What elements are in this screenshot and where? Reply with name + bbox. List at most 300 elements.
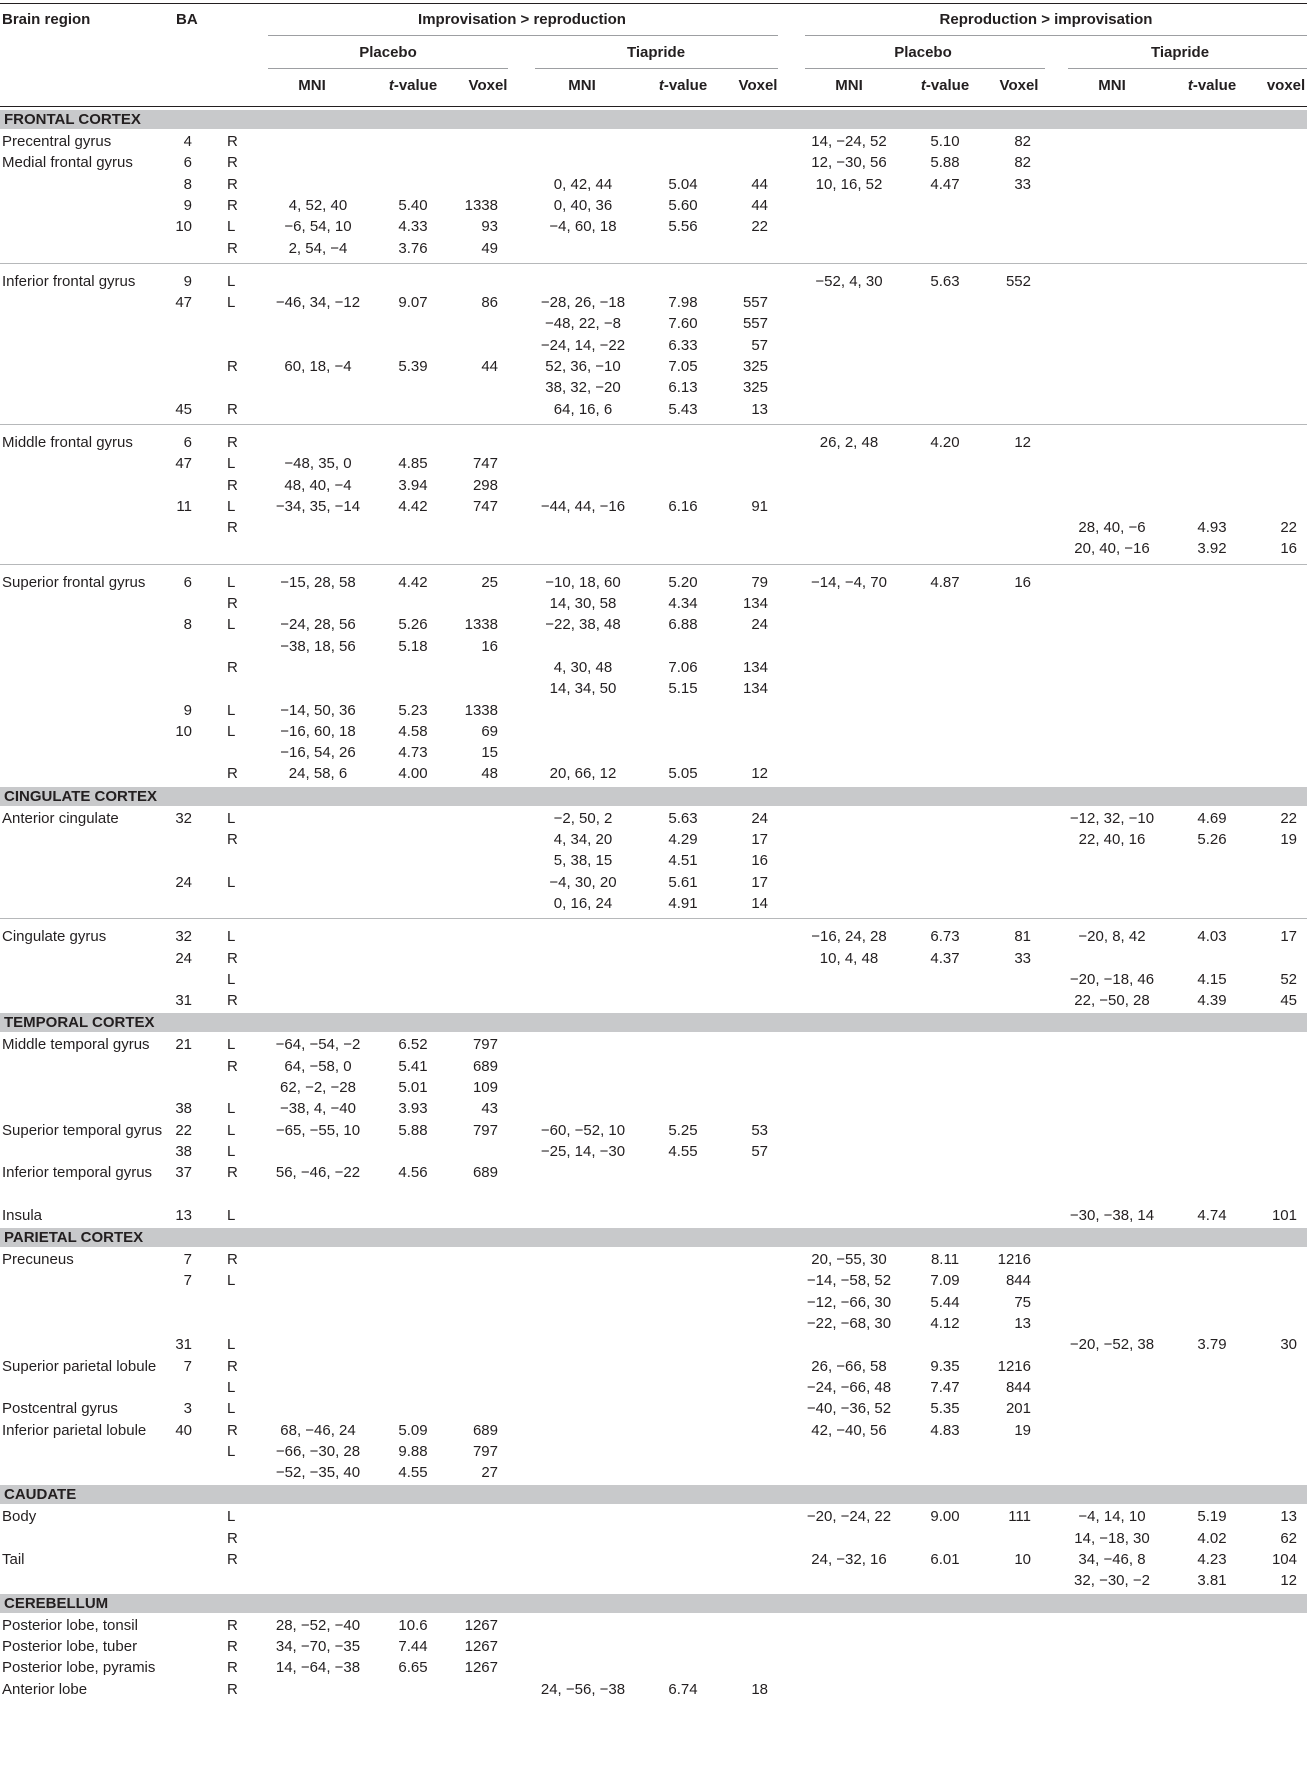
voxel-cell: 48: [481, 765, 498, 783]
header-tvalue-4: t-value: [1187, 77, 1237, 94]
header-rule-placebo-2: [805, 68, 1045, 69]
hemisphere-cell: R: [227, 1551, 238, 1568]
ba-cell: 32: [175, 809, 192, 827]
mni-cell: 26, −66, 58: [811, 1357, 887, 1375]
mni-cell: −48, 22, −8: [545, 315, 621, 333]
voxel-cell: 844: [1005, 1272, 1031, 1290]
t-value-cell: 5.88: [398, 1121, 428, 1139]
mni-cell: 14, 34, 50: [549, 680, 617, 698]
brain-region-cell: Body: [2, 1508, 37, 1526]
brain-region-cell: Medial frontal gyrus: [2, 154, 133, 172]
voxel-cell: 45: [1280, 992, 1297, 1010]
group-separator: [0, 564, 1307, 565]
voxel-cell: 797: [472, 1442, 498, 1460]
mni-cell: 14, −18, 30: [1074, 1529, 1150, 1547]
t-value-cell: 4.29: [668, 831, 698, 848]
voxel-cell: 13: [1280, 1508, 1297, 1526]
hemisphere-cell: L: [227, 1272, 236, 1290]
header-rule-placebo-1: [268, 68, 508, 69]
voxel-cell: 298: [472, 476, 498, 494]
hemisphere-cell: R: [227, 595, 238, 612]
hemisphere-cell: L: [227, 573, 236, 591]
voxel-cell: 19: [1280, 831, 1297, 848]
ba-cell: 40: [175, 1421, 192, 1439]
voxel-cell: 325: [742, 358, 768, 375]
ba-cell: 8: [183, 616, 192, 634]
ba-cell: 32: [175, 928, 192, 946]
mni-cell: 12, −30, 56: [811, 154, 887, 172]
t-value-cell: 4.91: [668, 894, 698, 912]
voxel-cell: 18: [751, 1680, 768, 1698]
header-mni-4: MNI: [1098, 77, 1126, 94]
voxel-cell: 22: [751, 218, 768, 236]
mni-cell: −4, 60, 18: [549, 218, 617, 236]
ba-cell: 7: [183, 1251, 192, 1269]
mni-cell: 14, −24, 52: [811, 133, 887, 150]
t-value-cell: 5.01: [398, 1079, 428, 1096]
mni-cell: −16, 54, 26: [280, 744, 356, 762]
ba-cell: 47: [175, 455, 192, 473]
hemisphere-cell: R: [227, 433, 238, 451]
ba-cell: 8: [183, 175, 192, 193]
voxel-cell: 17: [751, 873, 768, 891]
voxel-cell: 82: [1014, 133, 1031, 150]
t-value-cell: 6.13: [668, 379, 698, 397]
t-value-cell: 5.61: [668, 873, 698, 891]
voxel-cell: 1338: [464, 196, 498, 214]
ba-cell: 6: [183, 433, 192, 451]
ba-cell: 6: [183, 573, 192, 591]
hemisphere-cell: L: [227, 701, 236, 719]
group-separator: [0, 263, 1307, 264]
hemisphere-cell: R: [227, 196, 238, 214]
ba-cell: 22: [175, 1121, 192, 1139]
mni-cell: −24, 14, −22: [540, 336, 626, 354]
t-value-cell: 3.93: [398, 1100, 428, 1118]
t-value-cell: 6.16: [668, 497, 698, 515]
header-tvalue-3: t-value: [920, 77, 970, 94]
t-value-cell: 5.05: [668, 765, 698, 783]
ba-cell: 24: [175, 873, 192, 891]
mni-cell: 5, 38, 15: [553, 852, 613, 870]
t-value-cell: 5.20: [668, 573, 698, 591]
voxel-cell: 10: [1014, 1551, 1031, 1568]
mni-cell: 4, 52, 40: [288, 196, 348, 214]
brain-region-cell: Cingulate gyrus: [2, 928, 107, 946]
t-value-cell: 5.44: [930, 1293, 960, 1311]
header-voxel-3: Voxel: [999, 77, 1039, 94]
voxel-cell: 62: [1280, 1529, 1297, 1547]
t-value-cell: 3.79: [1197, 1336, 1227, 1354]
mni-cell: −20, −24, 22: [806, 1508, 892, 1526]
hemisphere-cell: R: [227, 154, 238, 172]
header-mni-2: MNI: [568, 77, 596, 94]
section-title: TEMPORAL CORTEX: [4, 1014, 155, 1032]
mni-cell: −25, 14, −30: [540, 1142, 626, 1160]
mni-cell: −40, −36, 52: [806, 1400, 892, 1418]
t-value-cell: 4.02: [1197, 1529, 1227, 1547]
voxel-cell: 22: [1280, 809, 1297, 827]
voxel-cell: 111: [1008, 1508, 1031, 1526]
voxel-cell: 44: [751, 175, 768, 193]
voxel-cell: 75: [1014, 1293, 1031, 1311]
voxel-cell: 797: [472, 1036, 498, 1054]
voxel-cell: 134: [742, 680, 768, 698]
hemisphere-cell: R: [227, 1659, 238, 1677]
t-value-cell: 6.01: [930, 1551, 960, 1568]
hemisphere-cell: L: [227, 1100, 236, 1118]
mni-cell: 34, −46, 8: [1078, 1551, 1146, 1568]
group-separator: [0, 424, 1307, 425]
t-value-cell: 7.06: [668, 658, 698, 676]
header-contrast-improvisation: Improvisation > reproduction: [418, 11, 626, 28]
header-rule-contrast1: [268, 35, 778, 36]
mni-cell: 62, −2, −28: [280, 1079, 356, 1096]
header-voxel-1: Voxel: [468, 77, 508, 94]
hemisphere-cell: L: [227, 1442, 236, 1460]
mni-cell: −4, 14, 10: [1078, 1508, 1146, 1526]
ba-cell: 24: [175, 949, 192, 967]
voxel-cell: 52: [1280, 970, 1297, 988]
mni-cell: −24, 28, 56: [280, 616, 356, 634]
section-header: [0, 110, 1307, 129]
t-value-cell: 4.73: [398, 744, 428, 762]
ba-cell: 13: [175, 1206, 192, 1224]
hemisphere-cell: R: [227, 992, 238, 1010]
mni-cell: 22, 40, 16: [1078, 831, 1146, 848]
voxel-cell: 86: [481, 294, 498, 312]
t-value-cell: 3.76: [398, 239, 428, 257]
t-value-cell: 6.65: [398, 1659, 428, 1677]
t-value-cell: 4.55: [668, 1142, 698, 1160]
ba-cell: 31: [175, 1336, 192, 1354]
t-value-cell: 5.26: [398, 616, 428, 634]
section-title: CEREBELLUM: [4, 1594, 109, 1612]
t-value-cell: 3.81: [1197, 1572, 1227, 1590]
voxel-cell: 79: [751, 573, 768, 591]
t-value-cell: 7.47: [930, 1378, 960, 1396]
t-value-cell: 7.09: [930, 1272, 960, 1290]
mni-cell: 20, 66, 12: [549, 765, 617, 783]
voxel-cell: 25: [481, 573, 498, 591]
t-value-cell: 4.42: [398, 573, 428, 591]
t-value-cell: 5.04: [668, 175, 698, 193]
t-value-cell: 9.35: [930, 1357, 960, 1375]
voxel-cell: 1338: [464, 616, 498, 634]
t-value-cell: 4.12: [930, 1315, 960, 1332]
t-value-cell: 9.88: [398, 1442, 428, 1460]
voxel-cell: 15: [481, 744, 498, 762]
voxel-cell: 17: [1280, 928, 1297, 946]
voxel-cell: 24: [751, 809, 768, 827]
mni-cell: −24, −66, 48: [806, 1378, 892, 1396]
ba-cell: 38: [175, 1142, 192, 1160]
table-top-rule: [0, 3, 1307, 4]
t-value-cell: 5.88: [930, 154, 960, 172]
mni-cell: 24, −32, 16: [811, 1551, 887, 1568]
hemisphere-cell: L: [227, 1142, 236, 1160]
mni-cell: −30, −38, 14: [1069, 1206, 1155, 1224]
t-value-cell: 4.87: [930, 573, 960, 591]
mni-cell: 68, −46, 24: [280, 1421, 356, 1439]
mni-cell: −14, 50, 36: [280, 701, 356, 719]
brain-region-cell: Precuneus: [2, 1251, 74, 1269]
brain-region-cell: Postcentral gyrus: [2, 1400, 118, 1418]
header-tiapride-2: Tiapride: [1150, 44, 1210, 61]
voxel-cell: 16: [481, 637, 498, 655]
mni-cell: 14, 30, 58: [549, 595, 617, 612]
hemisphere-cell: R: [227, 1616, 238, 1634]
mni-cell: −14, −4, 70: [811, 573, 887, 591]
t-value-cell: 6.74: [668, 1680, 698, 1698]
hemisphere-cell: L: [227, 1036, 236, 1054]
t-value-cell: 5.40: [398, 196, 428, 214]
voxel-cell: 134: [742, 658, 768, 676]
t-value-cell: 4.39: [1197, 992, 1227, 1010]
hemisphere-cell: R: [227, 400, 238, 418]
mni-cell: 20, 40, −16: [1074, 540, 1150, 558]
brain-region-cell: Superior temporal gyrus: [2, 1121, 163, 1139]
section-header: [0, 1594, 1307, 1613]
ba-cell: 10: [175, 218, 192, 236]
t-value-cell: 4.15: [1197, 970, 1227, 988]
header-brain-region: Brain region: [2, 11, 91, 28]
t-value-cell: 4.20: [930, 433, 960, 451]
ba-cell: 6: [183, 154, 192, 172]
voxel-cell: 109: [472, 1079, 498, 1096]
t-value-cell: 4.83: [930, 1421, 960, 1439]
voxel-cell: 201: [1005, 1400, 1031, 1418]
ba-cell: 7: [183, 1272, 192, 1290]
brain-region-cell: Inferior frontal gyrus: [2, 272, 136, 290]
voxel-cell: 44: [751, 196, 768, 214]
section-header: [0, 1228, 1307, 1247]
brain-region-cell: Middle frontal gyrus: [2, 433, 133, 451]
mni-cell: −15, 28, 58: [280, 573, 356, 591]
hemisphere-cell: R: [227, 1251, 238, 1269]
mni-cell: 4, 34, 20: [553, 831, 613, 848]
t-value-cell: 4.03: [1197, 928, 1227, 946]
header-bottom-rule: [0, 106, 1307, 107]
voxel-cell: 747: [472, 497, 498, 515]
mni-cell: −48, 35, 0: [284, 455, 352, 473]
voxel-cell: 44: [481, 358, 498, 375]
voxel-cell: 16: [1280, 540, 1297, 558]
voxel-cell: 104: [1271, 1551, 1297, 1568]
t-value-cell: 4.47: [930, 175, 960, 193]
mni-cell: −10, 18, 60: [545, 573, 621, 591]
mni-cell: 32, −30, −2: [1074, 1572, 1150, 1590]
voxel-cell: 22: [1280, 519, 1297, 537]
voxel-cell: 82: [1014, 154, 1031, 172]
voxel-cell: 101: [1271, 1206, 1297, 1224]
mni-cell: −38, 18, 56: [280, 637, 356, 655]
hemisphere-cell: L: [227, 1206, 236, 1224]
t-value-cell: 5.43: [668, 400, 698, 418]
t-value-cell: 6.52: [398, 1036, 428, 1054]
brain-region-cell: Posterior lobe, pyramis: [2, 1659, 156, 1677]
mni-cell: 28, −52, −40: [275, 1616, 361, 1634]
mni-cell: 48, 40, −4: [284, 476, 352, 494]
header-tvalue-2: t-value: [658, 77, 708, 94]
brain-region-cell: Tail: [2, 1551, 25, 1568]
mni-cell: 64, −58, 0: [284, 1057, 352, 1075]
t-value-cell: 5.25: [668, 1121, 698, 1139]
mni-cell: 22, −50, 28: [1074, 992, 1150, 1010]
mni-cell: −34, 35, −14: [275, 497, 361, 515]
voxel-cell: 844: [1005, 1378, 1031, 1396]
t-value-cell: 4.85: [398, 455, 428, 473]
mni-cell: 10, 16, 52: [815, 175, 883, 193]
ba-cell: 31: [175, 992, 192, 1010]
voxel-cell: 557: [742, 294, 768, 312]
hemisphere-cell: R: [227, 1164, 238, 1182]
voxel-cell: 325: [742, 379, 768, 397]
header-tvalue-1: t-value: [388, 77, 438, 94]
header-rule-contrast2: [805, 35, 1307, 36]
hemisphere-cell: R: [227, 765, 238, 783]
t-value-cell: 5.35: [930, 1400, 960, 1418]
voxel-cell: 1216: [997, 1251, 1031, 1269]
t-value-cell: 9.07: [398, 294, 428, 312]
voxel-cell: 13: [1014, 1315, 1031, 1332]
mni-cell: 0, 42, 44: [553, 175, 613, 193]
hemisphere-cell: L: [227, 722, 236, 740]
voxel-cell: 24: [751, 616, 768, 634]
voxel-cell: 134: [742, 595, 768, 612]
hemisphere-cell: L: [227, 873, 236, 891]
mni-cell: −16, 60, 18: [280, 722, 356, 740]
mni-cell: −20, 8, 42: [1078, 928, 1146, 946]
t-value-cell: 5.63: [930, 272, 960, 290]
mni-cell: 64, 16, 6: [553, 400, 613, 418]
header-mni-1: MNI: [298, 77, 326, 94]
t-value-cell: 8.11: [930, 1251, 960, 1269]
voxel-cell: 689: [472, 1164, 498, 1182]
voxel-cell: 69: [481, 722, 498, 740]
ba-cell: 38: [175, 1100, 192, 1118]
header-voxel-4: voxel: [1266, 77, 1306, 94]
brain-region-cell: Superior frontal gyrus: [2, 573, 146, 591]
header-placebo-2: Placebo: [894, 44, 952, 61]
t-value-cell: 5.56: [668, 218, 698, 236]
hemisphere-cell: L: [227, 1508, 236, 1526]
mni-cell: 0, 16, 24: [553, 894, 613, 912]
mni-cell: −4, 30, 20: [549, 873, 617, 891]
t-value-cell: 7.05: [668, 358, 698, 375]
hemisphere-cell: L: [227, 616, 236, 634]
t-value-cell: 5.18: [398, 637, 428, 655]
voxel-cell: 33: [1014, 175, 1031, 193]
hemisphere-cell: L: [227, 272, 236, 290]
ba-cell: 7: [183, 1357, 192, 1375]
voxel-cell: 797: [472, 1121, 498, 1139]
mni-cell: −12, 32, −10: [1069, 809, 1155, 827]
t-value-cell: 3.92: [1197, 540, 1227, 558]
hemisphere-cell: L: [227, 218, 236, 236]
header-voxel-2: Voxel: [738, 77, 778, 94]
section-title: FRONTAL CORTEX: [4, 111, 141, 128]
voxel-cell: 16: [1014, 573, 1031, 591]
mni-cell: −60, −52, 10: [540, 1121, 626, 1139]
voxel-cell: 33: [1014, 949, 1031, 967]
mni-cell: 26, 2, 48: [819, 433, 879, 451]
mni-cell: 52, 36, −10: [545, 358, 621, 375]
voxel-cell: 17: [751, 831, 768, 848]
voxel-cell: 1267: [464, 1616, 498, 1634]
mni-cell: 14, −64, −38: [275, 1659, 361, 1677]
mni-cell: −6, 54, 10: [284, 218, 352, 236]
mni-cell: −52, 4, 30: [815, 272, 883, 290]
hemisphere-cell: R: [227, 1680, 238, 1698]
voxel-cell: 27: [481, 1464, 498, 1482]
mni-cell: −20, −18, 46: [1069, 970, 1155, 988]
voxel-cell: 12: [1014, 433, 1031, 451]
group-separator: [0, 918, 1307, 919]
mni-cell: −20, −52, 38: [1069, 1336, 1155, 1354]
t-value-cell: 4.69: [1197, 809, 1227, 827]
t-value-cell: 5.23: [398, 701, 428, 719]
t-value-cell: 5.10: [930, 133, 960, 150]
voxel-cell: 49: [481, 239, 498, 257]
voxel-cell: 81: [1014, 928, 1031, 946]
voxel-cell: 57: [751, 336, 768, 354]
brain-region-cell: Inferior parietal lobule: [2, 1421, 147, 1439]
t-value-cell: 4.51: [668, 852, 698, 870]
t-value-cell: 6.73: [930, 928, 960, 946]
hemisphere-cell: R: [227, 1421, 238, 1439]
voxel-cell: 19: [1014, 1421, 1031, 1439]
hemisphere-cell: L: [227, 497, 236, 515]
hemisphere-cell: R: [227, 239, 238, 257]
hemisphere-cell: L: [227, 928, 236, 946]
t-value-cell: 5.15: [668, 680, 698, 698]
hemisphere-cell: R: [227, 1529, 238, 1547]
ba-cell: 37: [175, 1164, 192, 1182]
voxel-cell: 14: [751, 894, 768, 912]
t-value-cell: 4.55: [398, 1464, 428, 1482]
header-placebo-1: Placebo: [359, 44, 417, 61]
mni-cell: −14, −58, 52: [806, 1272, 892, 1290]
voxel-cell: 16: [751, 852, 768, 870]
mni-cell: 20, −55, 30: [811, 1251, 887, 1269]
t-value-cell: 4.42: [398, 497, 428, 515]
ba-cell: 9: [183, 701, 192, 719]
voxel-cell: 1338: [464, 701, 498, 719]
brain-region-cell: Anterior lobe: [2, 1680, 88, 1698]
hemisphere-cell: R: [227, 1357, 238, 1375]
voxel-cell: 12: [751, 765, 768, 783]
t-value-cell: 7.98: [668, 294, 698, 312]
mni-cell: 42, −40, 56: [811, 1421, 887, 1439]
voxel-cell: 689: [472, 1057, 498, 1075]
header-mni-3: MNI: [835, 77, 863, 94]
voxel-cell: 57: [751, 1142, 768, 1160]
voxel-cell: 1216: [997, 1357, 1031, 1375]
hemisphere-cell: R: [227, 133, 238, 150]
section-title: CAUDATE: [4, 1486, 77, 1504]
hemisphere-cell: R: [227, 476, 238, 494]
header-rule-tiapride-2: [1068, 68, 1307, 69]
mni-cell: −38, 4, −40: [280, 1100, 356, 1118]
voxel-cell: 43: [481, 1100, 498, 1118]
section-header: [0, 1485, 1307, 1504]
mni-cell: 56, −46, −22: [275, 1164, 361, 1182]
mni-cell: 2, 54, −4: [288, 239, 348, 257]
t-value-cell: 7.44: [398, 1637, 428, 1655]
hemisphere-cell: R: [227, 358, 238, 375]
mni-cell: −44, 44, −16: [540, 497, 626, 515]
